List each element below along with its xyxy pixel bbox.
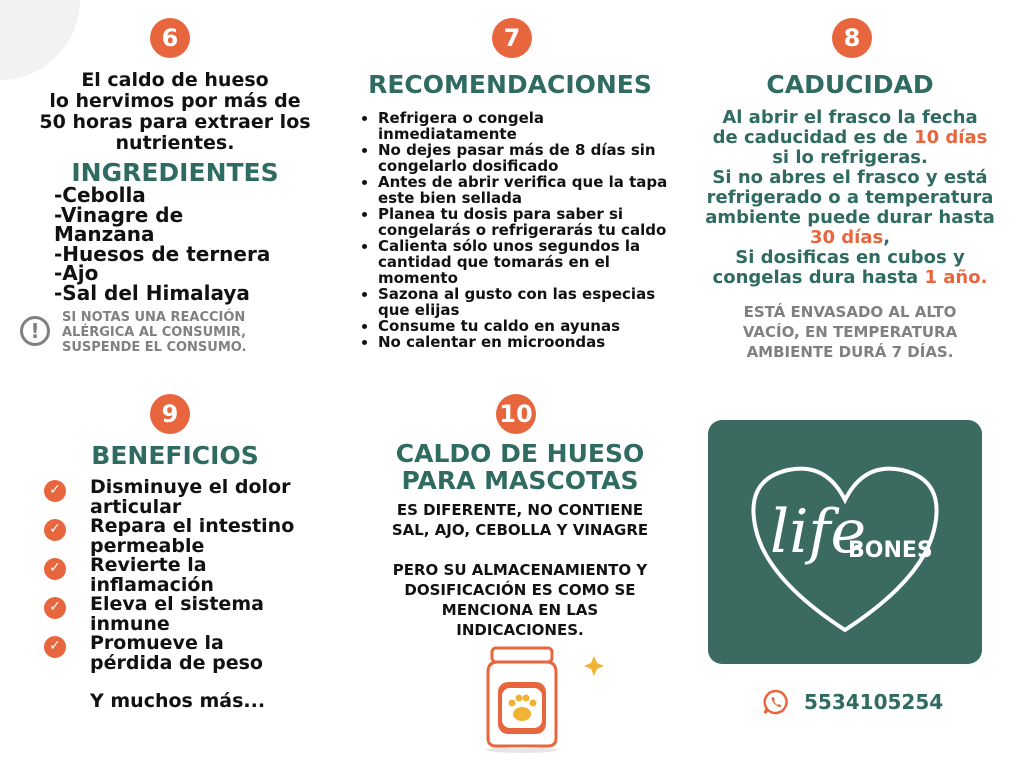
logo-word-bones: BONES	[848, 538, 933, 563]
thirty-days-highlight: 30 días	[809, 227, 884, 248]
phone-number[interactable]: 5534105254	[804, 690, 944, 714]
ingredient-item: Manzana	[54, 222, 155, 246]
contact-row	[762, 688, 943, 716]
expiry-title: CADUCIDAD	[766, 70, 934, 99]
intro-line: El caldo de hueso	[81, 69, 269, 91]
recommendation-item: Antes de abrir verifica que la tapa este bien sellada	[360, 174, 680, 206]
expiry-description: Al abrir el frasco la fecha de caducidad es de 10 días si lo refrigeras. Si no abres el frasco y está refrigerado o a temperatura ambiente puede durar hasta 30 días, Si dosificas en cubos y congelas dura hasta 1 año.	[705, 107, 995, 288]
ingredient-item: -Vinagre de	[54, 202, 184, 227]
benefits-list	[44, 478, 334, 673]
vacuum-note: ESTÁ ENVASADO AL ALTO VACÍO, EN TEMPERATURA AMBIENTE DURÁ 7 DÍAS.	[742, 303, 958, 361]
corner-decoration	[0, 0, 80, 80]
ingredients-title: INGREDIENTES	[71, 158, 279, 187]
ingredient-item: -Cebolla	[54, 183, 146, 207]
ten-days-highlight: 10 días	[914, 127, 988, 148]
ingredient-item: -Huesos de ternera	[54, 241, 271, 266]
more-benefits: Y muchos más...	[90, 690, 266, 712]
intro-line: 50 horas para extraer los	[39, 111, 311, 133]
allergy-warning	[62, 310, 322, 355]
recommendation-item: Sazona al gusto con las especias que elijas	[360, 286, 680, 318]
step-badge-10: 10	[496, 394, 536, 434]
recommendations-title: RECOMENDACIONES	[368, 70, 652, 99]
benefit-item: ✓ Eleva el sistema inmune	[44, 595, 334, 634]
broth-intro	[30, 70, 320, 154]
warning-line: SI NOTAS UNA REACCIÓN	[62, 310, 246, 325]
recommendation-item: Planea tu dosis para saber si congelarás o refrigerarás tu caldo	[360, 206, 680, 238]
check-icon: ✓	[44, 480, 66, 502]
check-icon: ✓	[44, 519, 66, 541]
jar-paw-icon	[476, 644, 616, 756]
warning-line: ALÉRGICA AL CONSUMIR,	[62, 325, 247, 340]
pets-storage: PERO SU ALMACENAMIENTO Y DOSIFICACIÓN ES COMO SE MENCIONA EN LAS INDICACIONES.	[392, 561, 648, 639]
recommendation-item: No calentar en microondas	[360, 334, 680, 350]
check-icon: ✓	[44, 558, 66, 580]
ingredients-list	[54, 183, 314, 305]
recommendations-list	[360, 110, 680, 350]
step-badge-6: 6	[150, 18, 190, 58]
warning-icon: !	[20, 316, 50, 346]
one-year-highlight: 1 año.	[924, 267, 988, 288]
benefit-item: ✓ Disminuye el dolor articular	[44, 478, 334, 517]
recommendation-item: No dejes pasar más de 8 días sin congelarlo dosificado	[360, 142, 680, 174]
ingredient-item: -Sal del Himalaya	[54, 280, 250, 305]
recommendation-item: Refrigera o congela inmediatamente	[360, 110, 680, 142]
benefit-item: ✓ Promueve la pérdida de peso	[44, 634, 334, 673]
recommendation-item: Consume tu caldo en ayunas	[360, 318, 680, 334]
brand-logo-card	[708, 420, 982, 664]
benefit-item: ✓ Revierte la inflamación	[44, 556, 334, 595]
intro-line: lo hervimos por más de	[49, 90, 301, 112]
benefit-item: ✓ Repara el intestino permeable	[44, 517, 334, 556]
pets-difference: ES DIFERENTE, NO CONTIENE SAL, AJO, CEBOLLA Y VINAGRE	[391, 501, 649, 539]
warning-line: SUSPENDE EL CONSUMO.	[62, 340, 247, 355]
logo-word-life: life	[770, 497, 867, 567]
pets-title: CALDO DE HUESO PARA MASCOTAS	[395, 439, 645, 495]
intro-line: nutrientes.	[115, 132, 235, 154]
whatsapp-icon	[762, 688, 790, 716]
check-icon: ✓	[44, 597, 66, 619]
benefits-title: BENEFICIOS	[91, 441, 259, 470]
step-badge-7: 7	[492, 18, 532, 58]
recommendation-item: Calienta sólo unos segundos la cantidad que tomarás en el momento	[360, 238, 680, 286]
step-badge-8: 8	[832, 18, 872, 58]
check-icon: ✓	[44, 636, 66, 658]
step-badge-9: 9	[150, 394, 190, 434]
ingredient-item: -Ajo	[54, 261, 99, 285]
